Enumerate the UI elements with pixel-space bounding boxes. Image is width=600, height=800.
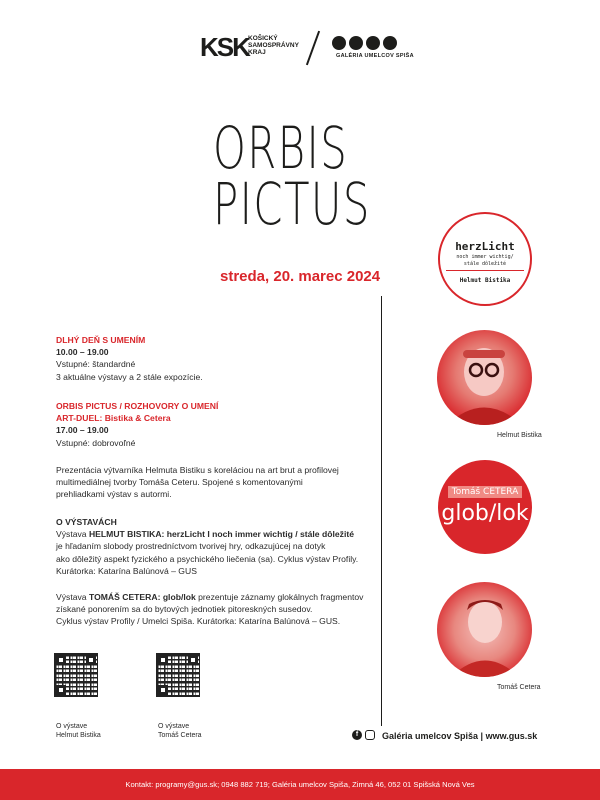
event1-heading: DLHÝ DEŇ S UMENÍM — [56, 335, 146, 345]
qr-caption-cetera — [158, 722, 202, 740]
caption-tomas-cetera: Tomáš Cetera — [497, 684, 541, 691]
qr1-line1: O výstave — [56, 723, 88, 730]
about-block — [56, 516, 386, 577]
ksk-line-1: KOŠICKÝ — [248, 35, 278, 42]
ex1-line: je hľadaním slobody prostredníctvom tvorivej hry, odkazujúcej na dotyk — [56, 541, 326, 552]
qr1-line2: Helmut Bistika — [56, 732, 101, 739]
qr2-line2: Tomáš Cetera — [158, 732, 202, 739]
poster-title — [213, 114, 371, 238]
ex2-prefix: Výstava — [56, 592, 89, 602]
herz-artist: Helmut Bistika — [459, 277, 511, 284]
qr-finder — [56, 655, 66, 665]
social-links — [352, 730, 375, 740]
ex1-title: HELMUT BISTIKA: herzLicht I noch immer wichtig / stále dôležité — [88, 529, 354, 540]
herz-title: herzLicht — [455, 240, 515, 253]
event2-heading: ORBIS PICTUS / ROZHOVORY O UMENÍ — [56, 401, 219, 411]
globlok-title: glob/lok — [441, 501, 529, 526]
ex1-prefix: Výstava — [56, 529, 89, 540]
event1-note: 3 aktuálne výstavy a 2 stále expozície. — [56, 371, 203, 382]
description-block — [56, 464, 386, 501]
ex2-line: Cyklus výstav Profily / Umelci Spiša. Kurátorka: Katarína Balúnová – GUS. — [56, 616, 341, 627]
gus-logo-mark — [332, 36, 397, 50]
event2-time: 17.00 – 19.00 — [56, 425, 109, 436]
facebook-icon[interactable]: f — [352, 730, 362, 740]
event1-entry: Vstupné: štandardné — [56, 359, 136, 370]
description-line: Prezentácia výtvarníka Helmuta Bistiku s koreláciou na art brut a profilovej — [56, 465, 339, 475]
event2-entry: Vstupné: dobrovoľné — [56, 437, 136, 448]
globlok-badge — [438, 460, 532, 554]
herz-sub2: stále dôležité — [463, 261, 507, 267]
portrait-helmut-bistika — [437, 330, 532, 425]
herz-rule — [446, 270, 524, 271]
description-line: multimediálnej tvorby Tomáša Ceteru. Spojené s komentovanými — [56, 477, 303, 488]
ksk-logo-text — [248, 35, 310, 56]
ex1-line: ako dôležitý aspekt fyzického a psychického liečenia (sa). Cyklus výstav Profily. — [56, 553, 359, 564]
portrait-illustration — [437, 330, 532, 425]
qr-finder — [158, 655, 168, 665]
ksk-logo-mark: KSK — [200, 32, 249, 62]
herz-sub1: noch immer wichtig/ — [456, 254, 514, 260]
qr-finder — [56, 685, 66, 695]
globlok-artist: Tomáš CETERA — [448, 486, 523, 498]
event-date: streda, 20. marec 2024 — [220, 268, 381, 285]
gallery-web-link[interactable]: Galéria umelcov Spiša | www.gus.sk — [382, 731, 538, 741]
portrait-tomas-cetera — [437, 582, 532, 677]
gus-logo-text: GALÉRIA UMELCOV SPIŠA — [336, 53, 414, 59]
qr-finder — [86, 655, 96, 665]
contact-footer: Kontakt: programy@gus.sk; 0948 882 719; Galéria umelcov Spiša, Zimná 46, 052 01 Spišská Nová Ves — [0, 769, 600, 800]
ex2-rest: prezentuje záznamy glokálnych fragmentov — [195, 592, 364, 602]
ksk-line-2: SAMOSPRÁVNY — [248, 42, 299, 49]
gus-dot — [366, 36, 380, 50]
herzlicht-badge — [438, 212, 532, 306]
title-line-1: ORBIS — [213, 114, 349, 182]
exhibition2-block — [56, 591, 386, 628]
gus-dot — [383, 36, 397, 50]
gus-dot — [349, 36, 363, 50]
event1-time: 10.00 – 19.00 — [56, 347, 109, 358]
event1-block — [56, 334, 386, 383]
ksk-line-3: KRAJ — [248, 49, 266, 56]
qr-code-cetera[interactable] — [156, 653, 200, 697]
qr-code-bistika[interactable] — [54, 653, 98, 697]
ex2-line: získané ponorením sa do bytových jednotiek pitoreskných susedov. — [56, 604, 313, 615]
ex1-line: Kurátorka: Katarína Balúnová – GUS — [56, 565, 197, 576]
title-line-2: PICTUS — [213, 170, 371, 238]
event2-block — [56, 400, 386, 449]
exhibition2-intro — [56, 591, 386, 603]
ex2-title: TOMÁŠ CETERA: glob/lok — [88, 592, 196, 602]
qr-finder — [158, 685, 168, 695]
caption-helmut-bistika: Helmut Bistika — [497, 432, 542, 439]
description-line: prehliadkami výstav s autormi. — [56, 489, 172, 500]
exhibition1-intro — [56, 528, 386, 540]
qr2-line1: O výstave — [158, 723, 190, 730]
instagram-icon[interactable] — [365, 730, 375, 740]
gus-dot — [332, 36, 346, 50]
portrait-illustration — [437, 582, 532, 677]
qr-finder — [188, 655, 198, 665]
event2-subheading: ART-DUEL: Bistika & Cetera — [56, 413, 171, 424]
qr-caption-bistika — [56, 722, 101, 740]
about-heading: O VÝSTAVÁCH — [56, 517, 117, 527]
